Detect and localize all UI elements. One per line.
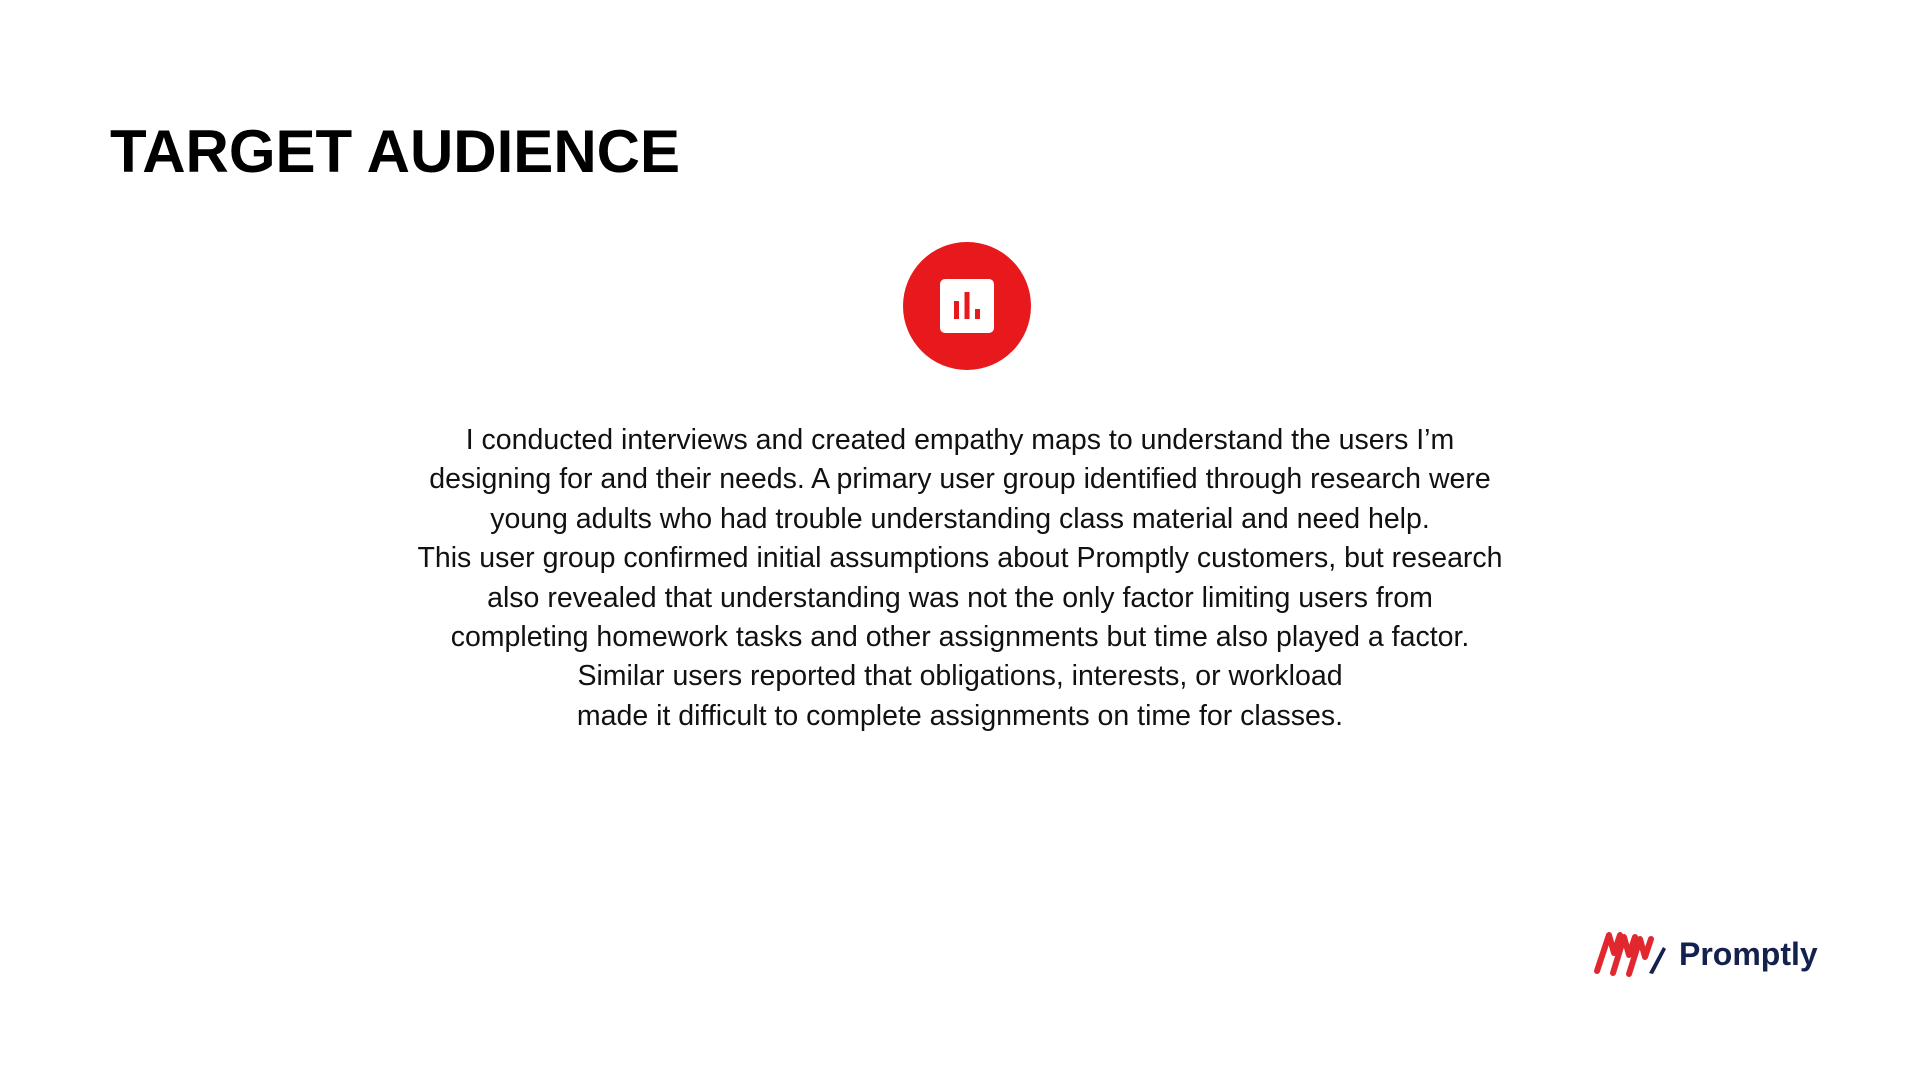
body-line: Similar users reported that obligations, interests, or workload bbox=[577, 660, 1343, 693]
body-paragraph bbox=[340, 421, 1580, 736]
bar-chart-icon bbox=[940, 279, 994, 333]
body-line: This user group confirmed initial assumptions about Promptly customers, but research bbox=[417, 542, 1503, 575]
slide-title: TARGET AUDIENCE bbox=[110, 118, 680, 185]
brand-name: Promptly bbox=[1679, 935, 1818, 972]
body-line: also revealed that understanding was not the only factor limiting users from bbox=[487, 581, 1433, 614]
body-line: designing for and their needs. A primary user group identified through research were bbox=[429, 463, 1491, 496]
promptly-logo-icon bbox=[1593, 927, 1669, 981]
body-line: completing homework tasks and other assignments but time also played a factor. bbox=[450, 621, 1470, 654]
chart-icon-badge bbox=[903, 242, 1031, 370]
body-line: I conducted interviews and created empathy maps to understand the users I’m bbox=[465, 424, 1455, 456]
body-line: young adults who had trouble understanding class material and need help. bbox=[490, 502, 1430, 535]
brand-logo bbox=[1593, 927, 1818, 981]
body-line: made it difficult to complete assignments on time for classes. bbox=[576, 699, 1344, 732]
